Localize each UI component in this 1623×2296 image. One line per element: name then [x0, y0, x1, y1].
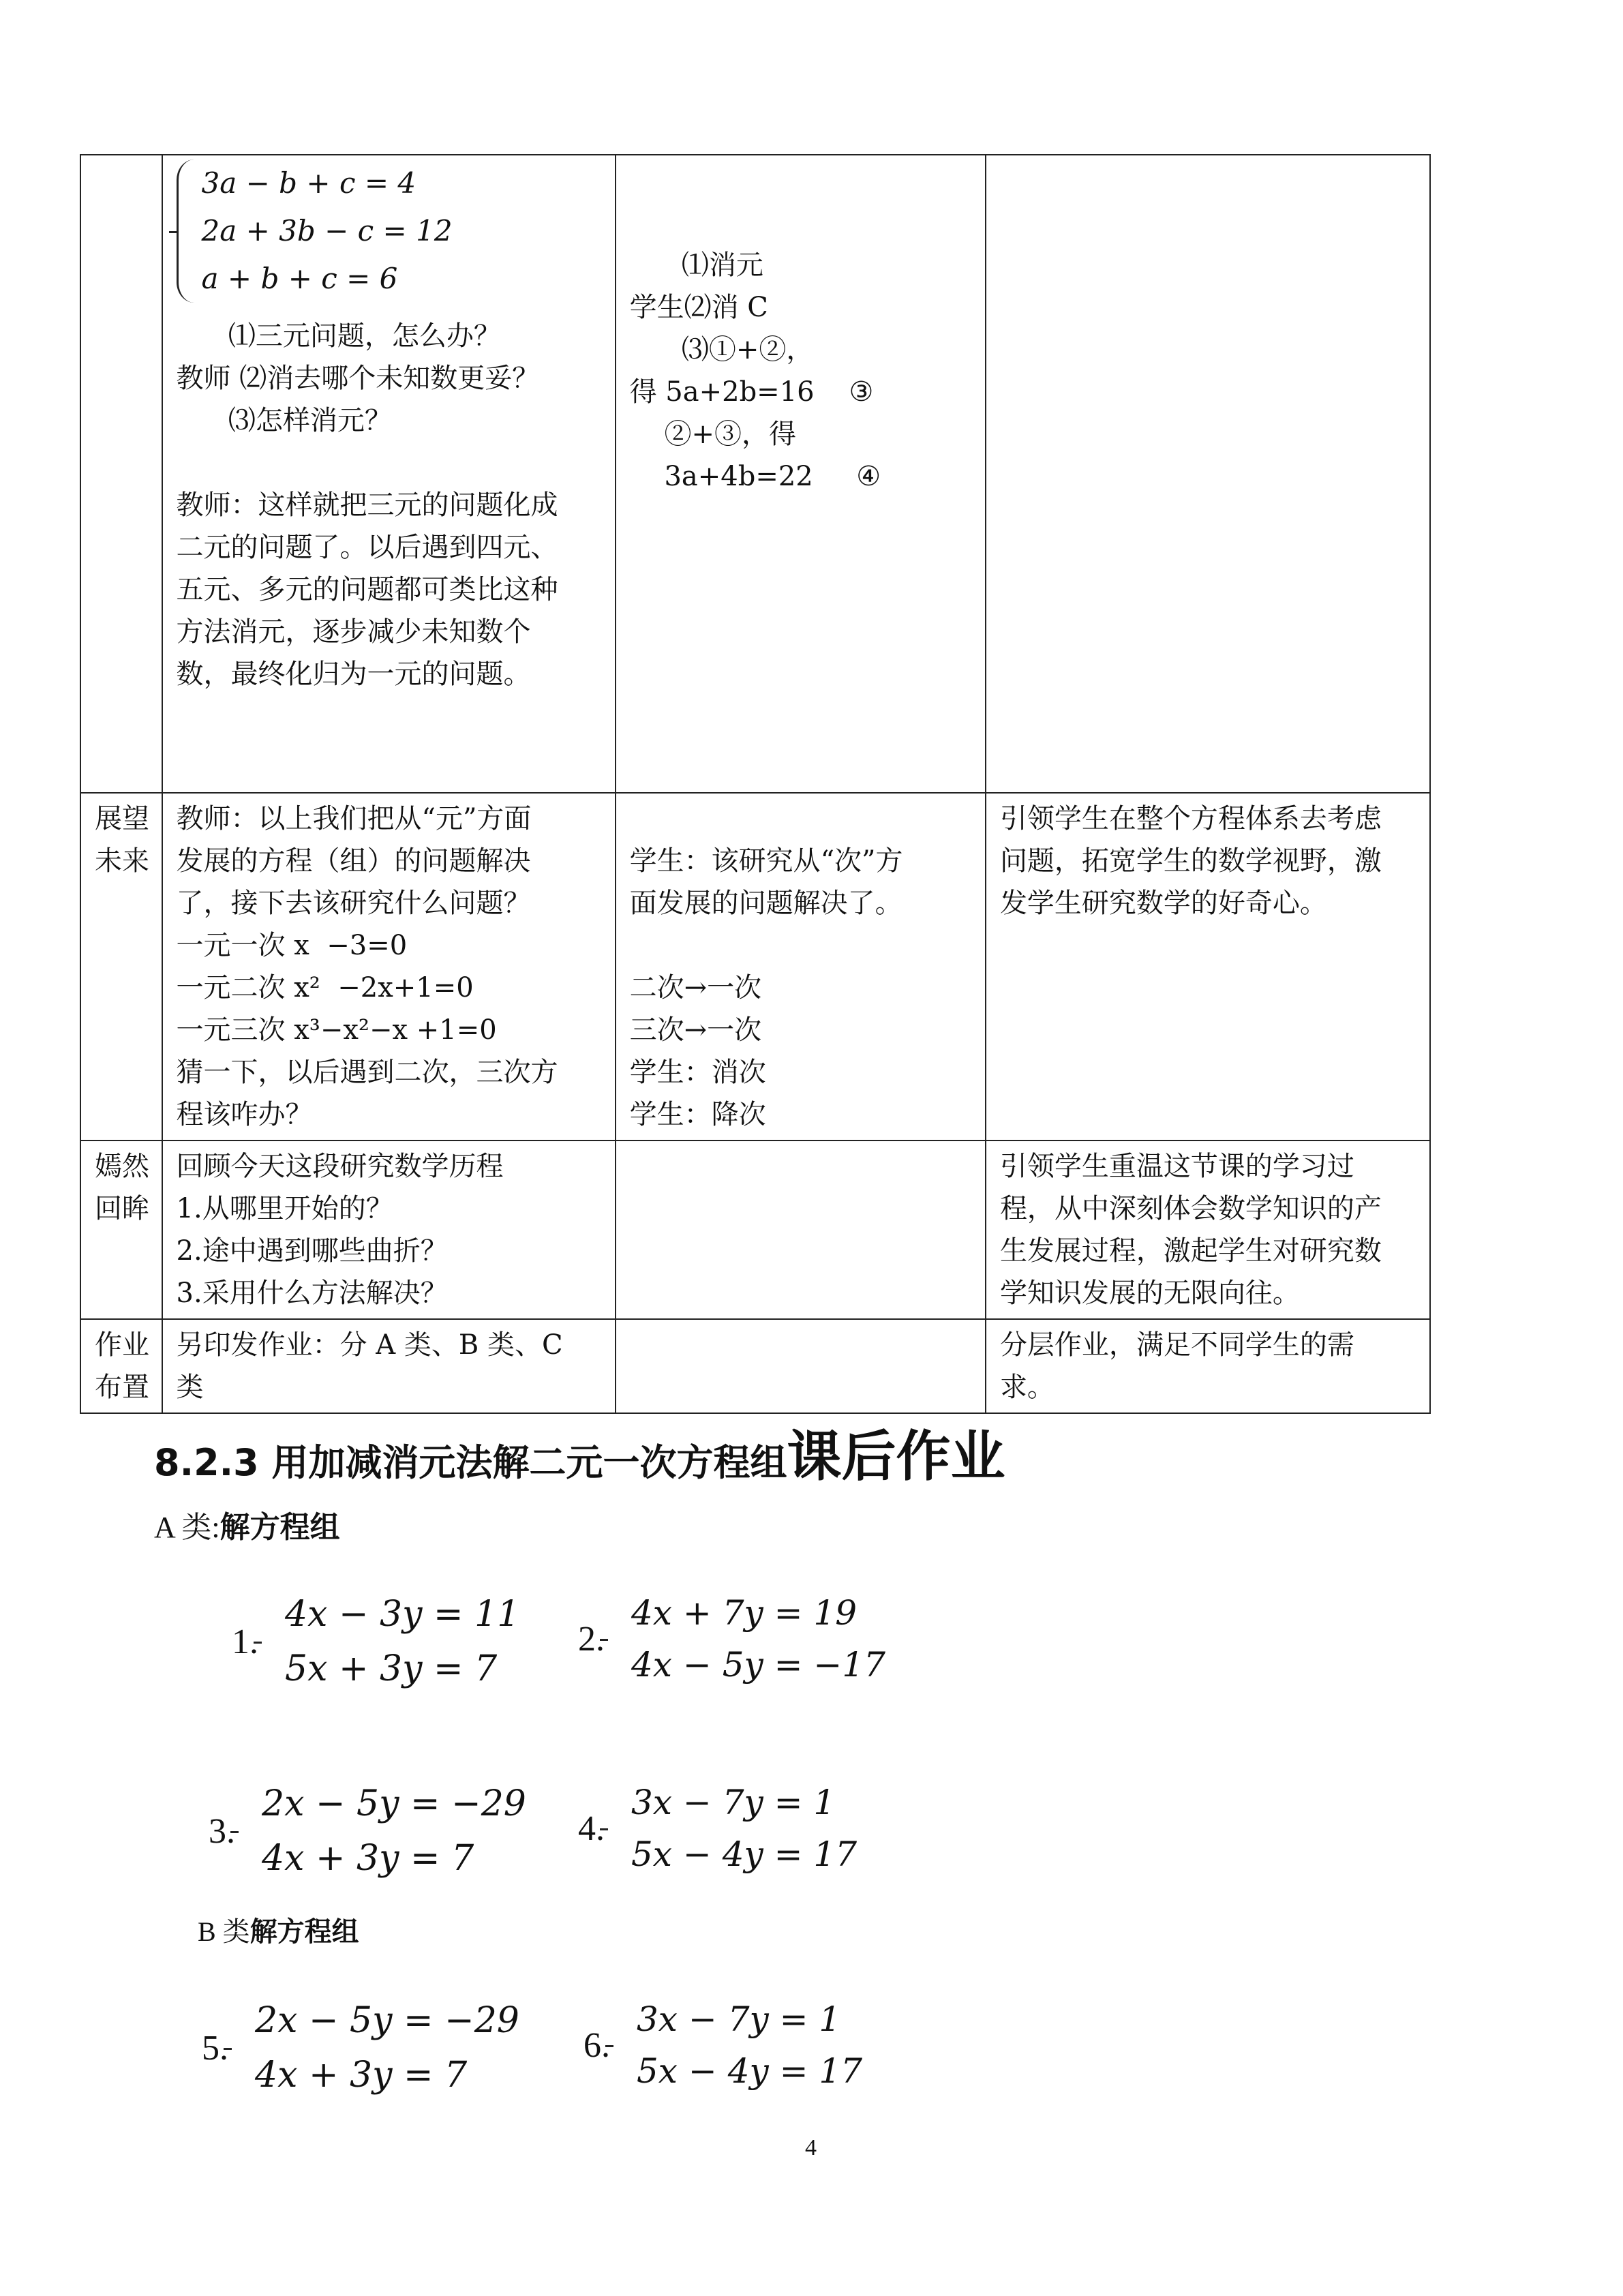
table-row — [80, 1141, 1430, 1319]
stage-cell — [80, 1141, 162, 1319]
teacher-line: 发展的方程（组）的问题解决 — [176, 845, 531, 877]
teacher-line: 猜一下，以后遇到二次，三次方 — [176, 1057, 558, 1088]
teacher-cell — [162, 155, 616, 793]
intent-line: 问题，拓宽学生的数学视野，激 — [999, 845, 1382, 877]
student-line: ②+③，得 — [629, 419, 796, 450]
stage-label: 回眸 — [95, 1193, 149, 1224]
intent-cell — [986, 1319, 1430, 1413]
student-line: 二次→一次 — [629, 972, 762, 1003]
problem-6 — [583, 1993, 862, 2097]
student-cell — [616, 1141, 986, 1319]
lesson-plan-table — [80, 154, 1431, 1414]
teacher-cell — [162, 1141, 616, 1319]
intent-cell — [986, 1141, 1430, 1319]
intent-line: 求。 — [999, 1372, 1055, 1403]
stage-cell — [80, 155, 162, 793]
table-row — [80, 1319, 1430, 1413]
heading-main: 8.2.3 用加减消元法解二元一次方程组 — [154, 1441, 787, 1484]
table-row — [80, 793, 1430, 1141]
teacher-line: 类 — [176, 1372, 204, 1403]
stage-label: 嫣然 — [95, 1151, 149, 1182]
teacher-line: 一元一次 x −3=0 — [176, 930, 408, 961]
teacher-line: 1.从哪里开始的？ — [176, 1193, 393, 1224]
equation: 3x − 7y = 1 — [631, 1783, 836, 1822]
teacher-line: 一元三次 x³−x²−x +1=0 — [176, 1014, 497, 1046]
student-line — [630, 924, 971, 967]
student-line: 学生⑵消 C — [629, 292, 768, 323]
teacher-summary-line: 二元的问题了。以后遇到四元、 — [176, 532, 558, 563]
problem-number: 4. — [578, 1809, 605, 1848]
student-line: 学生：该研究从“次”方 — [629, 845, 903, 877]
teacher-line: 教师：以上我们把从“元”方面 — [176, 803, 532, 834]
stage-label: 未来 — [95, 845, 149, 877]
equation: 3a − b + c = 4 — [201, 166, 416, 200]
teacher-question: ⑴三元问题，怎么办？ — [176, 320, 501, 352]
problem-number: 2. — [578, 1619, 605, 1659]
teacher-line: 2.途中遇到哪些曲折？ — [176, 1235, 448, 1267]
intent-line: 分层作业，满足不同学生的需 — [999, 1329, 1354, 1361]
student-line: 3a+4b=22 ④ — [629, 461, 881, 492]
section-b-text: 解方程组 — [249, 1916, 359, 1948]
problem-number: 5. — [202, 2028, 228, 2068]
equation: 5x − 4y = 17 — [631, 1834, 858, 1874]
table-row — [80, 155, 1430, 793]
equation: 2x − 5y = −29 — [255, 2000, 519, 2041]
intent-cell — [986, 155, 1430, 793]
student-line: 学生：消次 — [629, 1057, 766, 1088]
section-b-label — [198, 1910, 359, 1949]
teacher-line: 回顾今天这段研究数学历程 — [176, 1151, 504, 1182]
student-line: ⑴消元 — [629, 250, 763, 281]
intent-line: 学知识发展的无限向往。 — [999, 1278, 1300, 1309]
teacher-summary-line: 方法消元，逐步减少未知数个 — [176, 616, 531, 648]
equation-system — [177, 160, 601, 303]
teacher-summary-line: 数，最终化归为一元的问题。 — [176, 659, 531, 690]
intent-line: 生发展过程，激起学生对研究数 — [999, 1235, 1382, 1267]
equation: 4x + 3y = 7 — [262, 1838, 474, 1879]
teacher-question: ⑶怎样消元？ — [176, 405, 392, 436]
student-line: ⑶①+②， — [629, 334, 814, 365]
problem-2 — [578, 1587, 885, 1691]
brace — [177, 160, 196, 303]
teacher-cell — [162, 1319, 616, 1413]
teacher-summary-line: 教师：这样就把三元的问题化成 — [176, 489, 558, 521]
intent-line: 程，从中深刻体会数学知识的产 — [999, 1193, 1382, 1224]
teacher-line: 一元二次 x² −2x+1=0 — [176, 972, 474, 1003]
heading-big: 课后作业 — [787, 1425, 1005, 1488]
student-cell — [616, 155, 986, 793]
problem-5 — [202, 1993, 519, 2102]
stage-label: 作业 — [95, 1329, 149, 1361]
page-number: 4 — [805, 2135, 817, 2160]
student-cell — [616, 793, 986, 1141]
problem-4 — [578, 1777, 857, 1880]
teacher-line: 另印发作业：分 A 类、B 类、C — [176, 1329, 563, 1361]
problem-number: 1. — [232, 1622, 258, 1661]
student-line: 得 5a+2b=16 ③ — [629, 376, 874, 408]
homework-heading — [154, 1413, 1005, 1491]
equation: 5x − 4y = 17 — [637, 2051, 863, 2091]
equation: 4x − 5y = −17 — [631, 1645, 885, 1685]
section-a-text: 解方程组 — [219, 1510, 340, 1545]
teacher-line: 程该咋办？ — [176, 1099, 313, 1130]
section-a-lead: A 类: — [154, 1511, 220, 1544]
equation: 3x − 7y = 1 — [637, 1999, 841, 2039]
problem-number: 3. — [209, 1811, 235, 1851]
equation: 4x − 3y = 11 — [285, 1594, 520, 1635]
intent-cell — [986, 793, 1430, 1141]
stage-cell — [80, 1319, 162, 1413]
intent-line: 引领学生重温这节课的学习过 — [999, 1151, 1354, 1182]
equation: 2x − 5y = −29 — [262, 1783, 526, 1824]
equation: 2a + 3b − c = 12 — [201, 214, 453, 247]
intent-line: 发学生研究数学的好奇心。 — [999, 888, 1327, 919]
problem-number: 6. — [583, 2025, 610, 2065]
stage-label: 布置 — [95, 1372, 149, 1403]
student-line: 面发展的问题解决了。 — [629, 888, 902, 919]
problem-3 — [209, 1777, 526, 1886]
student-line: 三次→一次 — [629, 1014, 762, 1046]
equation: 4x + 7y = 19 — [631, 1593, 858, 1633]
student-cell — [616, 1319, 986, 1413]
section-b-lead: B 类 — [198, 1916, 250, 1947]
section-a-label — [154, 1502, 340, 1546]
teacher-line: 了，接下去该研究什么问题？ — [176, 888, 531, 919]
stage-label: 展望 — [95, 803, 149, 834]
teacher-cell — [162, 793, 616, 1141]
student-line: 学生：降次 — [629, 1099, 766, 1130]
equation: 4x + 3y = 7 — [255, 2055, 468, 2096]
equation: 5x + 3y = 7 — [285, 1648, 498, 1689]
teacher-line: 3.采用什么方法解决？ — [176, 1278, 448, 1309]
stage-cell — [80, 793, 162, 1141]
problem-1 — [232, 1587, 519, 1696]
teacher-question: 教师 ⑵消去哪个未知数更妥？ — [176, 363, 540, 394]
teacher-summary-line: 五元、多元的问题都可类比这种 — [176, 574, 558, 605]
intent-line: 引领学生在整个方程体系去考虑 — [999, 803, 1382, 834]
equation: a + b + c = 6 — [201, 262, 398, 295]
